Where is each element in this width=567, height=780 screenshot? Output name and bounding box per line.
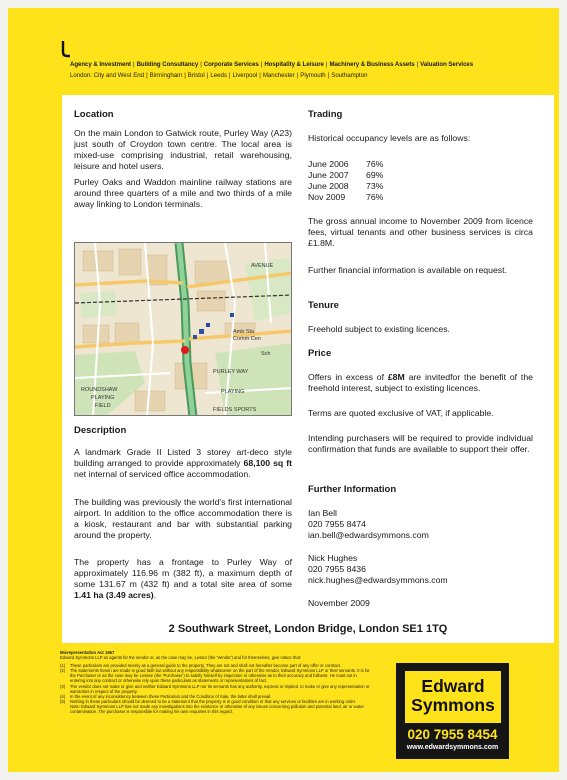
office-item: Southampton [331, 72, 368, 79]
office-item: London: City and West End [70, 72, 145, 79]
service-item: Building Consultancy [136, 61, 199, 68]
office-item: Liverpool [232, 72, 258, 79]
office-item: Manchester [262, 72, 295, 79]
service-item: Hospitality & Leisure [264, 61, 324, 68]
office-item: Birmingham [149, 72, 183, 79]
service-item: Corporate Services [203, 61, 259, 68]
contact-phone: 020 7955 8436 [308, 564, 366, 574]
contact-name: Ian Bell [308, 508, 337, 518]
brochure-date: November 2009 [308, 598, 370, 608]
contact-name: Nick Hughes [308, 553, 358, 563]
legal-intro: Edward Symmons LLP as agents for the vendor or, as the case may be, Lessor (the 'Vendor') and for themselves, give notice that: [60, 655, 302, 661]
location-para-1: On the main London to Gatwick route, Purley Way (A23) just south of Croydon town centre. The local area is mixed-use comprising industrial, retail warehousing, leisure and hotel users. [74, 128, 292, 171]
brand-name-line-1: Edward [421, 676, 485, 696]
office-address: 2 Southwark Street, London Bridge, London SE1 1TQ [168, 623, 448, 635]
map-label-amb-sta: Amb Sta [233, 329, 255, 335]
legal-title: Misrepresentation Act 1967 [60, 650, 115, 655]
trading-intro: Historical occupancy levels are as follows: [308, 133, 471, 143]
map-label-fields-sports: FIELDS SPORTS [213, 407, 257, 413]
trading-further: Further financial information is available on request. [308, 265, 507, 275]
office-item: Plymouth [300, 72, 326, 79]
occupancy-row: Nov 2009 76% [308, 192, 384, 202]
further-info-heading: Further Information [308, 484, 397, 495]
legal-item: (1) These particulars are provided merely as a general guide to the property. They are not and shall not hereafter become part of any offer or contract. [60, 663, 341, 669]
description-para-1: A landmark Grade II Listed 3 storey art-deco style building arranged to provide approximately 68,100 sq ft net internal of serviced office accommodation. [74, 447, 292, 479]
legal-item: (2) The statements herein are made in good faith but without any responsibility whatsoever on the part of the Vendor, Edward Symmons LLP or their servants. It is for the Purchaser or as the case may be Lessee (the 'Purchaser') to satisfy himself by inspection or otherwise as to their accuracy and fullness. He must not in entering into any contract or otherwise rely upon these particulars as statements or representations of fact. [60, 668, 370, 684]
brand-website-link[interactable]: www.edwardsymmons.com [406, 744, 499, 751]
map-label-purley-way: PURLEY WAY [213, 369, 249, 375]
services-list: Agency & Investment | Building Consultancy | Corporate Services | Hospitality & Leisure | Machinery & Business Assets | Valuation Services [70, 61, 474, 68]
description-para-3: The property has a frontage to Purley Way of approximately 116.96 m (382 ft), a maximum depth of some 131.67 m (432 ft) and a total site area of some 1.41 ha (3.49 acres). [74, 557, 292, 600]
service-item: Agency & Investment [70, 61, 132, 68]
location-heading: Location [74, 109, 114, 120]
contact-email-link[interactable]: ian.bell@edwardsymmons.com [308, 530, 429, 540]
misrepresentation-notice [60, 650, 372, 714]
map-label-sch: Sch [261, 351, 271, 357]
occupancy-row: June 2006 76% [308, 159, 384, 169]
description-heading: Description [74, 425, 127, 436]
contact-email-link[interactable]: nick.hughes@edwardsymmons.com [308, 575, 448, 585]
service-item: Machinery & Business Assets [329, 61, 415, 68]
location-map [74, 242, 292, 416]
map-label-playing: PLAYING [91, 395, 115, 401]
property-location-marker [181, 346, 189, 354]
legal-item: Note: Edward Symmons LLP has not made any investigations into the existence or otherwise of any issues concerning pollution and potential land, air or water contamination. The purchaser is responsible for making his own enquiries in this regard. [70, 703, 364, 715]
map-label-field: FIELD [95, 403, 111, 409]
brochure-page [8, 8, 559, 772]
trading-heading: Trading [308, 109, 343, 120]
edward-symmons-logo [405, 671, 501, 723]
trading-income: The gross annual income to November 2009 from licence fees, virtual tenants and other business services is circa £1.8M. [308, 216, 533, 248]
brand-phone: 020 7955 8454 [407, 727, 498, 742]
price-para-2: Terms are quoted exclusive of VAT, if applicable. [308, 408, 494, 418]
tenure-text: Freehold subject to existing licences. [308, 324, 450, 334]
service-item: Valuation Services [420, 61, 474, 68]
legal-item: (4) In the event of any inconsistency between these Particulars and the Condition of Sale, the latter shall prevail. [60, 693, 272, 699]
price-para-3: Intending purchasers will be required to provide individual confirmation that funds are available to support their offer. [308, 433, 533, 454]
map-label-playing-2: PLAYING [221, 389, 245, 395]
brand-block [396, 663, 509, 759]
description-para-2: The building was previously the world's first international airport. In addition to the office accommodation there is a kiosk, restaurant and bar with substantial parking around the property. [74, 497, 292, 540]
price-heading: Price [308, 348, 332, 359]
offices-list: London: City and West End | Birmingham | Bristol | Leeds | Liverpool | Manchester | Plymouth | Southampton [70, 72, 368, 79]
map-label-roundshaw: ROUNDSHAW [81, 387, 118, 393]
price-para-1: Offers in excess of £8M are invitedfor the benefit of the freehold interest, subject to existing licences. [308, 372, 533, 393]
brand-name-line-2: Symmons [411, 695, 495, 715]
edward-symmons-emblem-icon [60, 40, 72, 58]
legal-item: (5) Nothing in these particulars should be deemed to be a statement that the property is in good condition or that any services or facilities are in working order. [60, 698, 357, 704]
map-label-comm-cen: Comm Cen [233, 336, 261, 342]
map-graphic [75, 243, 292, 416]
office-item: Leeds [210, 72, 227, 79]
office-item: Bristol [187, 72, 205, 79]
occupancy-row: June 2008 73% [308, 181, 384, 191]
occupancy-row: June 2007 69% [308, 170, 384, 180]
contact-phone: 020 7955 8474 [308, 519, 366, 529]
map-label-avenue: AVENUE [251, 263, 274, 269]
location-para-2: Purley Oaks and Waddon mainline railway stations are around three quarters of a mile and two thirds of a mile away linking to London terminals. [74, 177, 292, 209]
content-panel [62, 95, 554, 643]
tenure-heading: Tenure [308, 300, 339, 311]
legal-item: (3) The vendor does not make or give and neither Edward Symmons LLP nor its servants has any authority, express or implied, to make or give any representation or warranties in respect of the property. [60, 683, 370, 694]
